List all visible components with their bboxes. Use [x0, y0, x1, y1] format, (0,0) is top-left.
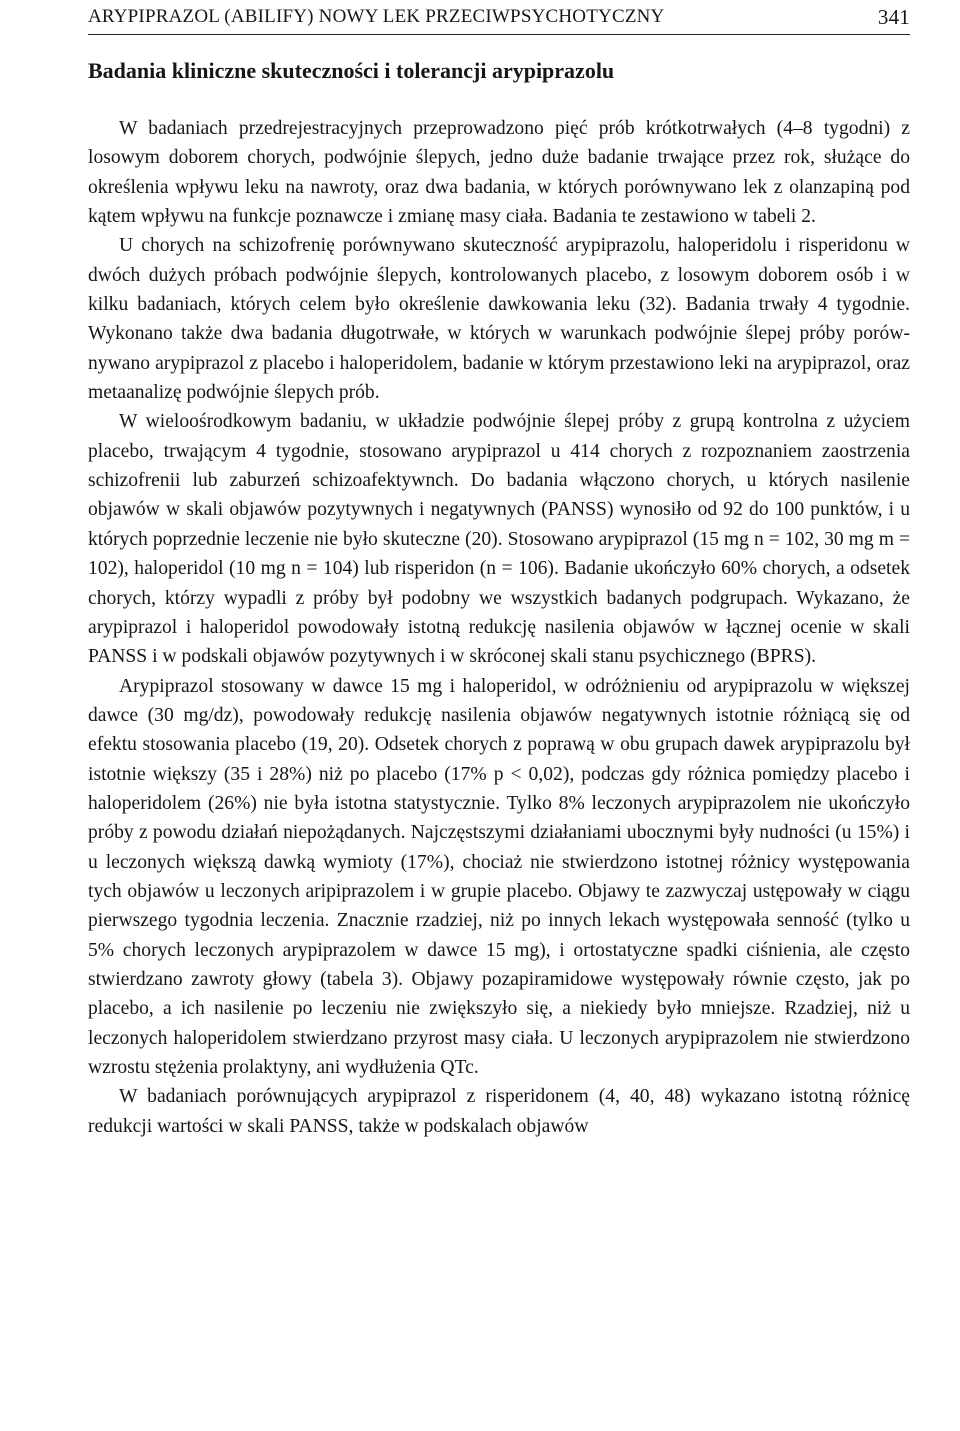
running-title: ARYPIPRAZOL (ABILIFY) NOWY LEK PRZECIWPSYCHOTYCZNY: [88, 6, 665, 27]
section-heading: Badania kliniczne skuteczności i tolerancji arypiprazolu: [88, 58, 615, 83]
paragraph-1: W badaniach przedrejestracyjnych przeprowadzono pięć prób krótkotrwałych (4–8 tygodni) z losowym doborem chorych, podwójnie ślepych, jedno duże badanie trwające przez rok, służące do określenia wpływu leku na nawroty, oraz dwa badania, w których porównywano lek z olanzapiną pod kątem wpływu na funkcje poznawcze i zmianę masy ciała. Badania te zestawiono w tabeli 2.: [88, 118, 910, 228]
page-number: 341: [877, 5, 910, 29]
paragraph-5: W badaniach porównujących arypiprazol z risperidonem (4, 40, 48) wykazano istotną różnicę redukcji wartości w skali PANSS, także w podskalach objawów: [88, 1086, 910, 1137]
paragraph-3: W wieloośrodkowym badaniu, w układzie podwójnie ślepej próby z grupą kontrolna z użyciem placebo, trwającym 4 tygodnie, stosowano arypiprazol u 414 chorych z rozpoznaniem zaostrzenia schizofrenii lub zaburzeń schizoafektywnch. Do badania włączono chorych, u których nasilenie objawów w skali objawów pozytywnych i negatywnych (PANSS) wynosiło od 92 do 100 punktów, i u których poprzednie leczenie nie było skuteczne (20). Stosowano arypiprazol (15 mg n = 102, 30 mg m = 102), haloperidol (10 mg n = 104) lub risperidon (n = 106). Badanie ukończyło 60% chorych, a odsetek chorych, którzy wypadli z próby był podobny we wszystkich badanych podgrupach. Wykazano, że arypiprazol i haloperidol powodowały istotną redukcję nasilenia objawów w łącznej ocenie w skali PANSS i w podskali objawów pozytywnych i w skróconej skali stanu psychicznego (BPRS).: [88, 411, 910, 668]
paragraph-2: U chorych na schizofrenię porównywano skuteczność arypiprazolu, haloperidolu i risperidonu w dwóch dużych próbach podwójnie ślepych, kontrolowanych placebo, z losowym doborem osób i w kilku badaniach, których celem było określenie dawkowania leku (32). Badania trwały 4 tygodnie. Wykonano także dwa badania długotrwałe, w których w warunkach podwójnie ślepej próby porównywano arypiprazol z placebo i haloperidolem, badanie w którym przestawiono leki na arypiprazol, oraz metaanalizę podwójnie ślepych prób.: [88, 235, 910, 404]
body-text: [88, 114, 910, 1141]
paragraph-4: Arypiprazol stosowany w dawce 15 mg i haloperidol, w odróżnieniu od arypiprazolu w większej dawce (30 mg/dz), powodowały redukcję nasilenia objawów negatywnych istotnie różniącą się od efektu stosowania placebo (19, 20). Odsetek chorych z poprawą w obu grupach dawek arypiprazolu był istotnie większy (35 i 28%) niż po placebo (17% p < 0,02), podczas gdy różnica pomiędzy placebo i haloperidolem (26%) nie była istotna statystycznie. Tylko 8% leczonych arypiprazolem nie ukończyło próby z powodu działań niepożądanych. Najczęstszymi działaniami ubocznymi były nudności (u 15%) i u leczonych większą dawką wymioty (17%), chociaż nie stwierdzono istotnej różnicy występowania tych objawów u leczonych aripiprazolem i w grupie placebo. Objawy te zazwyczaj ustępowały w ciągu pierwszego tygodnia leczenia. Znacznie rzadziej, niż po innych lekach występowała senność (tylko u 5% chorych leczonych arypiprazolem w dawce 15 mg), i ortostatyczne spadki ciśnienia, ale często stwierdzano zawroty głowy (tabela 3). Objawy pozapiramidowe występowały równie często, jak po placebo, a ich nasilenie po leczeniu nie zwiększyło się, a niekiedy było mniejsze. Rzadziej, niż u leczonych haloperidolem stwierdzano przyrost masy ciała. U leczonych arypiprazolem nie stwierdzono wzrostu stężenia prolaktyny, ani wydłużenia QTc.: [88, 675, 910, 1078]
running-header: [88, 2, 910, 35]
